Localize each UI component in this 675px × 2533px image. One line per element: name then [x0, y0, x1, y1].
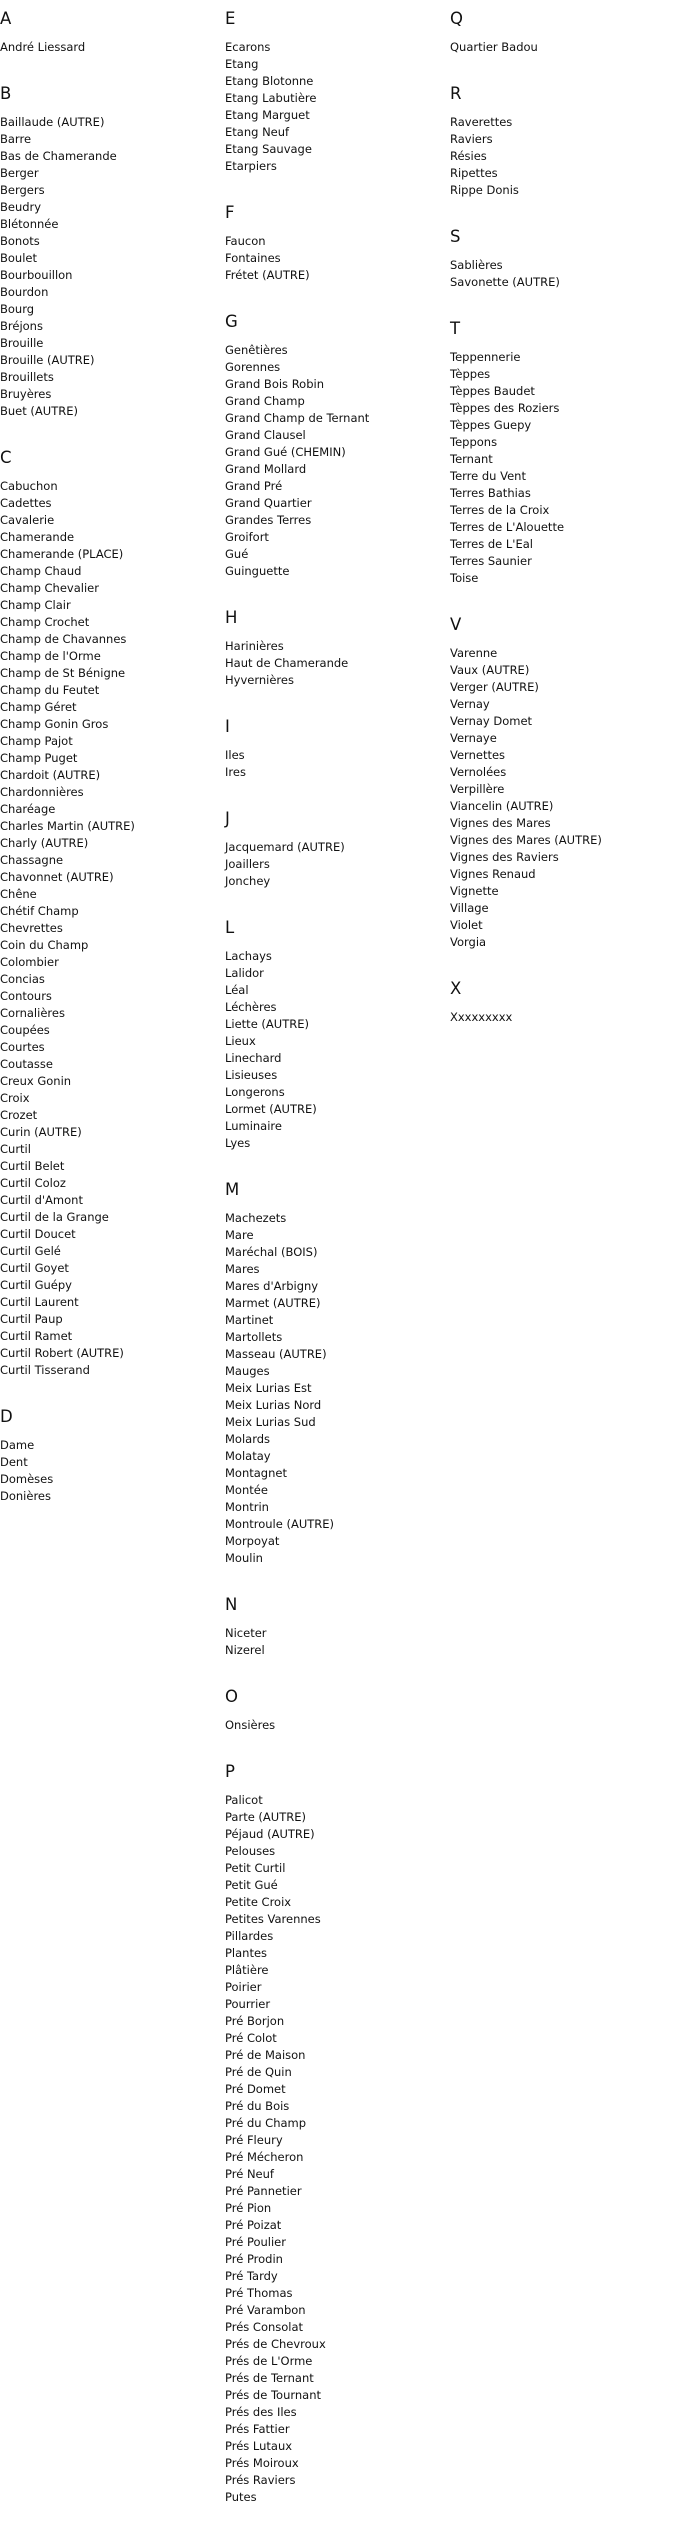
index-entry[interactable]: Etang Sauvage — [225, 142, 312, 156]
index-entry[interactable]: Etang Neuf — [225, 125, 290, 139]
section-v — [450, 614, 675, 951]
index-entry[interactable]: Rippe Donis — [450, 183, 519, 197]
index-entry[interactable]: Grand Mollard — [225, 462, 307, 476]
index-entry[interactable]: Curtil Laurent — [0, 1295, 79, 1309]
section-letter-heading: T — [450, 319, 461, 338]
index-entry[interactable]: Gué — [225, 547, 249, 561]
index-entry[interactable]: Colombier — [0, 955, 59, 969]
index-entry[interactable]: Grand Clausel — [225, 428, 306, 442]
index-entry[interactable]: Vernaye — [450, 731, 497, 745]
index-entry[interactable]: Vignes Renaud — [450, 867, 536, 881]
index-entry[interactable]: Vignes des Raviers — [450, 850, 559, 864]
section-x — [450, 978, 675, 1026]
index-entry[interactable]: Pré Pion — [225, 2201, 272, 2215]
index-entry[interactable]: Prés de Tournant — [225, 2388, 322, 2402]
index-entry[interactable]: Palicot — [225, 1793, 263, 1807]
index-entry[interactable]: Xxxxxxxxx — [450, 1010, 513, 1024]
index-entry[interactable]: Vernay — [450, 697, 490, 711]
index-entry[interactable]: Beudry — [0, 200, 42, 214]
entry-list — [450, 114, 675, 199]
index-entry[interactable]: André Liessard — [0, 40, 86, 54]
index-entry[interactable]: Prés de Ternant — [225, 2371, 314, 2385]
index-entry[interactable]: Pré de Quin — [225, 2065, 292, 2079]
index-entry[interactable]: Champ Chevalier — [0, 581, 99, 595]
index-entry[interactable]: Hyvernières — [225, 673, 294, 687]
index-entry[interactable]: Tèppes Guepy — [450, 418, 532, 432]
index-entry[interactable]: Liette (AUTRE) — [225, 1017, 309, 1031]
index-entry[interactable]: Prés Raviers — [225, 2473, 296, 2487]
index-entry[interactable]: Nizerel — [225, 1643, 265, 1657]
index-entry[interactable]: Etang Marguet — [225, 108, 310, 122]
index-entry[interactable]: Prés Consolat — [225, 2320, 304, 2334]
index-entry[interactable]: Viancelin (AUTRE) — [450, 799, 554, 813]
index-entry[interactable]: Ires — [225, 765, 246, 779]
index-entry[interactable]: Pré du Bois — [225, 2099, 290, 2113]
index-entry[interactable]: Vernay Domet — [450, 714, 533, 728]
index-entry[interactable]: Coin du Champ — [0, 938, 89, 952]
index-entry[interactable]: Prés Fattier — [225, 2422, 290, 2436]
index-entry[interactable]: Quartier Badou — [450, 40, 538, 54]
index-entry[interactable]: Bourdon — [0, 285, 49, 299]
index-entry[interactable]: Chavonnet (AUTRE) — [0, 870, 114, 884]
index-entry[interactable]: Domèses — [0, 1472, 54, 1486]
section-e — [225, 8, 450, 175]
index-entry[interactable]: Harinières — [225, 639, 284, 653]
entry-list — [225, 1625, 450, 1659]
index-entry[interactable]: Maréchal (BOIS) — [225, 1245, 318, 1259]
index-entry[interactable]: Lisieuses — [225, 1068, 278, 1082]
index-entry[interactable]: Chardoit (AUTRE) — [0, 768, 101, 782]
index-entry[interactable]: Curtil Robert (AUTRE) — [0, 1346, 124, 1360]
section-letter-heading: O — [225, 1687, 238, 1706]
index-entry[interactable]: Cadettes — [0, 496, 52, 510]
index-entry[interactable]: Pré Colot — [225, 2031, 277, 2045]
index-entry[interactable]: Vignes des Mares — [450, 816, 551, 830]
entry-list — [450, 1009, 675, 1026]
index-entry[interactable]: Vorgia — [450, 935, 487, 949]
index-entry[interactable]: Mauges — [225, 1364, 270, 1378]
index-entry[interactable]: Curtil de la Grange — [0, 1210, 109, 1224]
index-entry[interactable]: Violet — [450, 918, 483, 932]
index-entry[interactable]: Mare — [225, 1228, 254, 1242]
index-entry[interactable]: Pré Pannetier — [225, 2184, 302, 2198]
index-entry[interactable]: Coutasse — [0, 1057, 53, 1071]
entry-list — [0, 39, 225, 56]
index-entry[interactable]: Plantes — [225, 1946, 268, 1960]
index-entry[interactable]: Contours — [0, 989, 52, 1003]
index-entry[interactable]: Verpillère — [450, 782, 505, 796]
index-entry[interactable]: Teppons — [450, 435, 498, 449]
index-entry[interactable]: Cavalerie — [0, 513, 55, 527]
entry-list — [225, 1792, 450, 2506]
entry-list — [225, 638, 450, 689]
index-entry[interactable]: Vignette — [450, 884, 499, 898]
section-m — [225, 1179, 450, 1567]
section-l — [225, 917, 450, 1152]
index-column-1 — [0, 8, 225, 1532]
index-entry[interactable]: Brouille — [0, 336, 44, 350]
index-entry[interactable]: Luminaire — [225, 1119, 282, 1133]
index-entry[interactable]: Prés Moiroux — [225, 2456, 299, 2470]
index-entry[interactable]: Petite Croix — [225, 1895, 292, 1909]
index-entry[interactable]: Morpoyat — [225, 1534, 280, 1548]
index-entry[interactable]: Chardonnières — [0, 785, 84, 799]
entry-list — [450, 257, 675, 291]
index-entry[interactable]: Gorennes — [225, 360, 281, 374]
index-entry[interactable]: Terres de la Croix — [450, 503, 550, 517]
index-entry[interactable]: Pré Mécheron — [225, 2150, 304, 2164]
index-entry[interactable]: Champ Gonin Gros — [0, 717, 109, 731]
section-f — [225, 202, 450, 284]
index-entry[interactable]: Charles Martin (AUTRE) — [0, 819, 135, 833]
section-letter-heading: V — [450, 615, 462, 634]
section-letter-heading: N — [225, 1595, 238, 1614]
index-entry[interactable]: Barre — [0, 132, 32, 146]
index-entry[interactable]: Chassagne — [0, 853, 64, 867]
index-entry[interactable]: Curtil Ramet — [0, 1329, 73, 1343]
index-entry[interactable]: Pré Prodin — [225, 2252, 283, 2266]
index-entry[interactable]: Grand Pré — [225, 479, 283, 493]
index-entry[interactable]: Curtil — [0, 1142, 31, 1156]
section-n — [225, 1594, 450, 1659]
index-entry[interactable]: Groifort — [225, 530, 269, 544]
index-entry[interactable]: Linechard — [225, 1051, 282, 1065]
section-a — [0, 8, 225, 56]
index-entry[interactable]: Résies — [450, 149, 487, 163]
index-entry[interactable]: Cabuchon — [0, 479, 58, 493]
index-entry[interactable]: Parte (AUTRE) — [225, 1810, 306, 1824]
section-h — [225, 607, 450, 689]
index-entry[interactable]: Charéage — [0, 802, 56, 816]
index-entry[interactable]: Montée — [225, 1483, 268, 1497]
index-column-2 — [225, 8, 450, 2533]
index-entry[interactable]: Bourbouillon — [0, 268, 73, 282]
index-entry[interactable]: Terres de L'Eal — [450, 537, 533, 551]
index-entry[interactable]: Teppennerie — [450, 350, 521, 364]
index-entry[interactable]: Petit Curtil — [225, 1861, 286, 1875]
index-entry[interactable]: Frétet (AUTRE) — [225, 268, 310, 282]
index-entry[interactable]: Prés de Chevroux — [225, 2337, 326, 2351]
index-entry[interactable]: Berger — [0, 166, 39, 180]
section-letter-heading: L — [225, 918, 235, 937]
index-entry[interactable]: Vaux (AUTRE) — [450, 663, 530, 677]
index-entry[interactable]: Raviers — [450, 132, 493, 146]
index-entry[interactable]: Etang Labutière — [225, 91, 317, 105]
index-entry[interactable]: Chétif Champ — [0, 904, 79, 918]
index-entry[interactable]: Etang Blotonne — [225, 74, 314, 88]
index-entry[interactable]: Plâtière — [225, 1963, 269, 1977]
index-entry[interactable]: Lalidor — [225, 966, 264, 980]
index-entry[interactable]: Verger (AUTRE) — [450, 680, 539, 694]
index-entry[interactable]: Meix Lurias Sud — [225, 1415, 316, 1429]
section-letter-heading: Q — [450, 9, 463, 28]
index-entry[interactable]: Grand Bois Robin — [225, 377, 324, 391]
section-letter-heading: D — [0, 1407, 13, 1426]
index-entry[interactable]: Poirier — [225, 1980, 262, 1994]
index-entry[interactable]: Terres de L'Alouette — [450, 520, 565, 534]
index-entry[interactable]: Curtil Coloz — [0, 1176, 66, 1190]
index-entry[interactable]: Mares — [225, 1262, 260, 1276]
index-entry[interactable]: Dent — [0, 1455, 28, 1469]
index-entry[interactable]: Sablières — [450, 258, 503, 272]
index-entry[interactable]: Chevrettes — [0, 921, 63, 935]
index-entry[interactable]: Pourrier — [225, 1997, 271, 2011]
index-entry[interactable]: Vignes des Mares (AUTRE) — [450, 833, 602, 847]
index-entry[interactable]: Masseau (AUTRE) — [225, 1347, 327, 1361]
index-entry[interactable]: Charly (AUTRE) — [0, 836, 89, 850]
index-entry[interactable]: Toise — [450, 571, 479, 585]
index-entry[interactable]: Ecarons — [225, 40, 271, 54]
index-entry[interactable]: Fontaines — [225, 251, 281, 265]
index-entry[interactable]: Haut de Chamerande — [225, 656, 349, 670]
index-entry[interactable]: Léal — [225, 983, 249, 997]
index-entry[interactable]: Genêtières — [225, 343, 288, 357]
index-entry[interactable]: Boulet — [0, 251, 37, 265]
index-entry[interactable]: Terres Bathias — [450, 486, 531, 500]
entry-list — [0, 114, 225, 420]
index-entry[interactable]: Montagnet — [225, 1466, 287, 1480]
index-entry[interactable]: Joaillers — [225, 857, 270, 871]
index-entry[interactable]: Crozet — [0, 1108, 38, 1122]
index-entry[interactable]: Pelouses — [225, 1844, 276, 1858]
index-entry[interactable]: Pré Domet — [225, 2082, 286, 2096]
index-entry[interactable]: Petites Varennes — [225, 1912, 321, 1926]
index-entry[interactable]: Pré Neuf — [225, 2167, 274, 2181]
index-entry[interactable]: Coupées — [0, 1023, 50, 1037]
index-entry[interactable]: Champ Géret — [0, 700, 77, 714]
section-letter-heading: X — [450, 979, 462, 998]
index-entry[interactable]: Tèppes Baudet — [450, 384, 535, 398]
section-c — [0, 447, 225, 1379]
index-entry[interactable]: Tèppes des Roziers — [450, 401, 560, 415]
index-entry[interactable]: Champ Pajot — [0, 734, 73, 748]
index-entry[interactable]: Terre du Vent — [450, 469, 526, 483]
index-entry[interactable]: Curtil Belet — [0, 1159, 65, 1173]
section-letter-heading: I — [225, 717, 230, 736]
index-entry[interactable]: Creux Gonin — [0, 1074, 72, 1088]
section-letter-heading: A — [0, 9, 12, 28]
index-entry[interactable]: Prés de L'Orme — [225, 2354, 313, 2368]
index-entry[interactable]: Péjaud (AUTRE) — [225, 1827, 315, 1841]
section-letter-heading: G — [225, 312, 238, 331]
index-entry[interactable]: Curtil Doucet — [0, 1227, 76, 1241]
section-t — [450, 318, 675, 587]
index-entry[interactable]: Curtil Tisserand — [0, 1363, 90, 1377]
index-entry[interactable]: Curin (AUTRE) — [0, 1125, 82, 1139]
index-entry[interactable]: Ternant — [450, 452, 493, 466]
index-entry[interactable]: Faucon — [225, 234, 266, 248]
index-entry[interactable]: Etarpiers — [225, 159, 277, 173]
section-d — [0, 1406, 225, 1505]
entry-list — [0, 478, 225, 1379]
index-entry[interactable]: Donières — [0, 1489, 51, 1503]
index-entry[interactable]: Grand Champ — [225, 394, 305, 408]
index-entry[interactable]: Champ de St Bénigne — [0, 666, 126, 680]
section-q — [450, 8, 675, 56]
section-letter-heading: C — [0, 448, 12, 467]
index-entry[interactable]: Cornalières — [0, 1006, 65, 1020]
index-entry[interactable]: Bas de Chamerande — [0, 149, 117, 163]
section-o — [225, 1686, 450, 1734]
index-entry[interactable]: Montroule (AUTRE) — [225, 1517, 335, 1531]
index-entry[interactable]: Machezets — [225, 1211, 287, 1225]
section-s — [450, 226, 675, 291]
section-letter-heading: B — [0, 84, 12, 103]
index-entry[interactable]: Molatay — [225, 1449, 271, 1463]
index-entry[interactable]: Vernettes — [450, 748, 506, 762]
index-entry[interactable]: Champ Clair — [0, 598, 71, 612]
entry-list — [225, 948, 450, 1152]
index-entry[interactable]: Chamerande (PLACE) — [0, 547, 124, 561]
index-entry[interactable]: Chamerande — [0, 530, 75, 544]
index-entry[interactable]: Blétonnée — [0, 217, 59, 231]
index-entry[interactable]: Pré Poulier — [225, 2235, 286, 2249]
index-entry[interactable]: Lyes — [225, 1136, 251, 1150]
index-entry[interactable]: Savonette (AUTRE) — [450, 275, 560, 289]
index-entry[interactable]: Curtil Guépy — [0, 1278, 72, 1292]
section-r — [450, 83, 675, 199]
index-entry[interactable]: Lachays — [225, 949, 272, 963]
entry-list — [225, 839, 450, 890]
index-entry[interactable]: Grand Quartier — [225, 496, 312, 510]
index-entry[interactable]: Meix Lurias Nord — [225, 1398, 322, 1412]
entry-list — [225, 342, 450, 580]
index-entry[interactable]: Champ de l'Orme — [0, 649, 101, 663]
index-entry[interactable]: Niceter — [225, 1626, 267, 1640]
index-entry[interactable]: Bourg — [0, 302, 35, 316]
section-letter-heading: P — [225, 1762, 235, 1781]
section-letter-heading: E — [225, 9, 236, 28]
entry-list — [450, 39, 675, 56]
index-entry[interactable]: Terres Saunier — [450, 554, 532, 568]
index-entry[interactable]: Bergers — [0, 183, 45, 197]
index-entry[interactable]: Bonots — [0, 234, 40, 248]
index-entry[interactable]: Grandes Terres — [225, 513, 312, 527]
index-entry[interactable]: Curtil Gelé — [0, 1244, 61, 1258]
index-entry[interactable]: Baillaude (AUTRE) — [0, 115, 105, 129]
index-entry[interactable]: Grand Gué (CHEMIN) — [225, 445, 346, 459]
entry-list — [0, 1437, 225, 1505]
index-entry[interactable]: Moulin — [225, 1551, 263, 1565]
index-column-3 — [450, 8, 675, 1053]
entry-list — [225, 233, 450, 284]
index-entry[interactable]: Curtil Paup — [0, 1312, 63, 1326]
index-entry[interactable]: Lormet (AUTRE) — [225, 1102, 317, 1116]
index-entry[interactable]: Jacquemard (AUTRE) — [225, 840, 345, 854]
entry-list — [450, 349, 675, 587]
index-entry[interactable]: Champ Chaud — [0, 564, 82, 578]
index-entry[interactable]: Pré Varambon — [225, 2303, 306, 2317]
index-entry[interactable]: Martollets — [225, 1330, 283, 1344]
index-entry[interactable]: Meix Lurias Est — [225, 1381, 312, 1395]
index-entry[interactable]: Léchères — [225, 1000, 277, 1014]
index-entry[interactable]: Buet (AUTRE) — [0, 404, 78, 418]
section-i — [225, 716, 450, 781]
index-entry[interactable]: Grand Champ de Ternant — [225, 411, 370, 425]
index-entry[interactable]: Ripettes — [450, 166, 498, 180]
index-entry[interactable]: Guinguette — [225, 564, 290, 578]
index-entry[interactable]: Champ du Feutet — [0, 683, 100, 697]
index-entry[interactable]: Brouille (AUTRE) — [0, 353, 95, 367]
index-entry[interactable]: Putes — [225, 2490, 257, 2504]
section-letter-heading: H — [225, 608, 238, 627]
index-entry[interactable]: Lieux — [225, 1034, 256, 1048]
index-entry[interactable]: Molards — [225, 1432, 271, 1446]
index-entry[interactable]: Prés des Iles — [225, 2405, 297, 2419]
index-entry[interactable]: Bréjons — [0, 319, 43, 333]
index-entry[interactable]: Marmet (AUTRE) — [225, 1296, 321, 1310]
index-entry[interactable]: Curtil d'Amont — [0, 1193, 83, 1207]
section-g — [225, 311, 450, 580]
entry-list — [225, 39, 450, 175]
index-entry[interactable]: Vernolées — [450, 765, 507, 779]
index-entry[interactable]: Pré Poizat — [225, 2218, 282, 2232]
index-entry[interactable]: Pré Tardy — [225, 2269, 278, 2283]
index-entry[interactable]: Longerons — [225, 1085, 285, 1099]
section-letter-heading: M — [225, 1180, 240, 1199]
index-entry[interactable]: Pillardes — [225, 1929, 274, 1943]
index-entry[interactable]: Pré Thomas — [225, 2286, 293, 2300]
section-p — [225, 1761, 450, 2506]
section-j — [225, 808, 450, 890]
index-entry[interactable]: Prés Lutaux — [225, 2439, 293, 2453]
index-entry[interactable]: Pré du Champ — [225, 2116, 307, 2130]
index-entry[interactable]: Champ Puget — [0, 751, 78, 765]
index-entry[interactable]: Pré Fleury — [225, 2133, 283, 2147]
index-entry[interactable]: Montrin — [225, 1500, 269, 1514]
index-entry[interactable]: Champ de Chavannes — [0, 632, 127, 646]
index-entry[interactable]: Jonchey — [225, 874, 271, 888]
index-entry[interactable]: Courtes — [0, 1040, 45, 1054]
index-entry[interactable]: Martinet — [225, 1313, 274, 1327]
entry-list — [450, 645, 675, 951]
index-entry[interactable]: Village — [450, 901, 489, 915]
index-entry[interactable]: Curtil Goyet — [0, 1261, 69, 1275]
entry-list — [225, 1210, 450, 1567]
index-entry[interactable]: Pré de Maison — [225, 2048, 306, 2062]
entry-list — [225, 747, 450, 781]
section-letter-heading: F — [225, 203, 235, 222]
index-entry[interactable]: Tèppes — [450, 367, 491, 381]
index-entry[interactable]: Croix — [0, 1091, 30, 1105]
index-entry[interactable]: Chêne — [0, 887, 37, 901]
index-entry[interactable]: Bruyères — [0, 387, 52, 401]
index-entry[interactable]: Raverettes — [450, 115, 513, 129]
section-letter-heading: R — [450, 84, 462, 103]
index-entry[interactable]: Dame — [0, 1438, 35, 1452]
index-entry[interactable]: Etang — [225, 57, 259, 71]
index-entry[interactable]: Mares d'Arbigny — [225, 1279, 319, 1293]
index-entry[interactable]: Concias — [0, 972, 45, 986]
index-entry[interactable]: Pré Borjon — [225, 2014, 285, 2028]
index-entry[interactable]: Petit Gué — [225, 1878, 278, 1892]
index-entry[interactable]: Iles — [225, 748, 245, 762]
section-b — [0, 83, 225, 420]
index-entry[interactable]: Varenne — [450, 646, 498, 660]
index-entry[interactable]: Onsières — [225, 1718, 276, 1732]
index-entry[interactable]: Brouillets — [0, 370, 54, 384]
section-letter-heading: S — [450, 227, 461, 246]
entry-list — [225, 1717, 450, 1734]
index-entry[interactable]: Champ Crochet — [0, 615, 90, 629]
section-letter-heading: J — [225, 809, 230, 828]
